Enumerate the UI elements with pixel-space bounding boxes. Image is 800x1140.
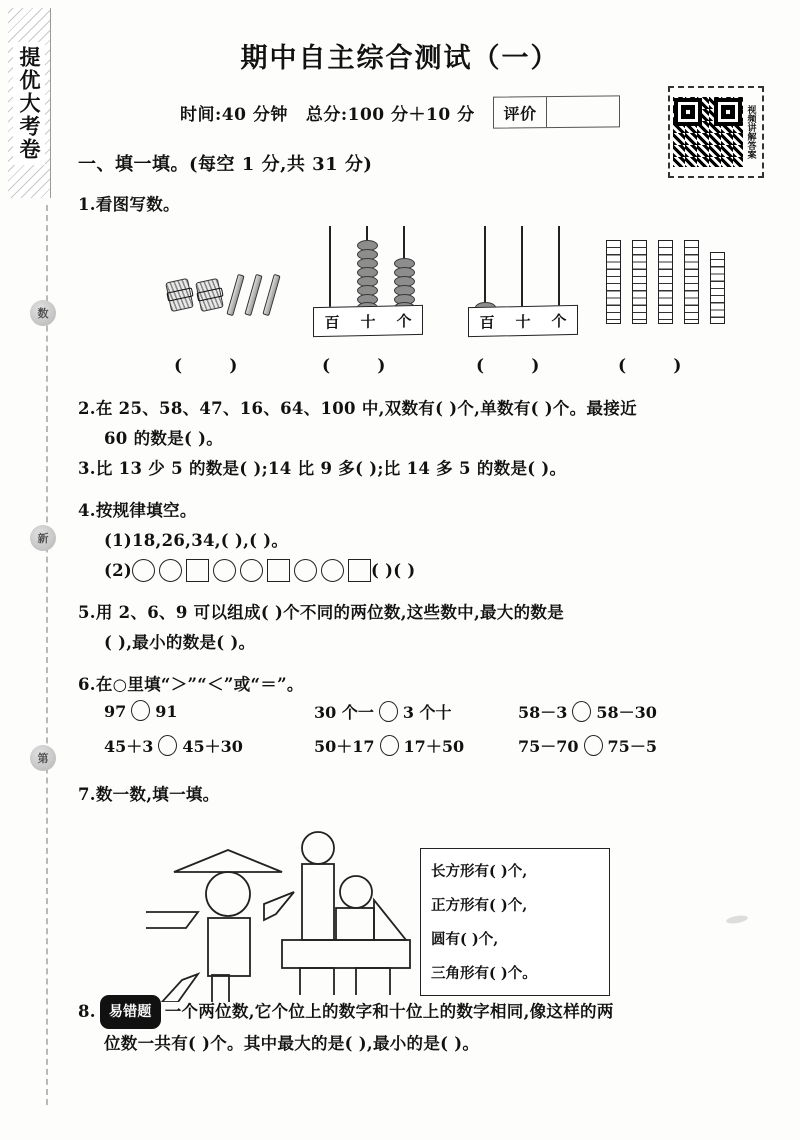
q2-line-1[interactable]: 在 25、58、47、16、64、100 中,双数有( )个,单数有( )个。最接近 bbox=[95, 399, 637, 418]
pattern-square-icon bbox=[348, 559, 371, 582]
figure-bundled-sticks bbox=[168, 274, 278, 324]
comparison-left: 58－3 bbox=[518, 703, 568, 722]
question-2 bbox=[78, 394, 768, 454]
comparison-item bbox=[314, 700, 452, 723]
label-hundreds: 百 bbox=[324, 313, 340, 332]
q1-number: 1. bbox=[78, 195, 96, 214]
q7-figures bbox=[78, 816, 768, 991]
question-1 bbox=[78, 190, 768, 220]
comparison-item bbox=[518, 700, 657, 723]
pattern-circle-icon bbox=[321, 559, 344, 582]
worksheet-content bbox=[78, 150, 768, 1059]
exam-total: 总分:100 分＋10 分 bbox=[305, 104, 475, 125]
q4-text: 按规律填空。 bbox=[95, 501, 197, 520]
comparison-operator-circle[interactable] bbox=[131, 700, 150, 721]
label-ones: 个 bbox=[551, 311, 567, 330]
q8-line-1[interactable]: 一个两位数,它个位上的数字和十位上的数字相同,像这样的两 bbox=[164, 1002, 614, 1021]
cut-line bbox=[46, 205, 48, 1105]
question-7 bbox=[78, 780, 768, 810]
q4-sub-2-blanks[interactable]: ( )( ) bbox=[371, 561, 416, 580]
q8-line-2[interactable]: 位数一共有( )个。其中最大的是( ),最小的是( )。 bbox=[104, 1034, 480, 1053]
q8-number: 8. bbox=[78, 1002, 96, 1021]
q1-blank-3[interactable]: ( ) bbox=[476, 356, 540, 376]
question-6 bbox=[78, 670, 768, 700]
comparison-left: 75－70 bbox=[518, 737, 579, 756]
pattern-circle-icon bbox=[159, 559, 182, 582]
comparison-row bbox=[78, 700, 768, 734]
count-row-circle[interactable]: 圆有( )个, bbox=[431, 931, 499, 948]
comparison-right: 17＋50 bbox=[403, 737, 465, 756]
comparison-row bbox=[78, 734, 768, 768]
pattern-square-icon bbox=[267, 559, 290, 582]
place-value-labels bbox=[313, 305, 423, 337]
side-tab-label: 提优大考卷 bbox=[13, 42, 45, 165]
label-tens: 十 bbox=[515, 312, 531, 331]
comparison-right: 91 bbox=[155, 702, 178, 721]
label-hundreds: 百 bbox=[479, 313, 495, 332]
label-tens: 十 bbox=[360, 312, 376, 331]
exam-meta bbox=[180, 96, 620, 128]
comparison-item bbox=[518, 734, 657, 757]
count-row-square[interactable]: 正方形有( )个, bbox=[431, 897, 528, 914]
comparison-right: 45＋30 bbox=[182, 737, 243, 756]
evaluation-label: 评价 bbox=[494, 97, 547, 128]
q7-text: 数一数,填一填。 bbox=[95, 785, 220, 804]
comparison-right: 3 个十 bbox=[402, 703, 452, 722]
label-ones: 个 bbox=[396, 311, 412, 330]
qr-caption: 视频讲解答案 bbox=[745, 105, 756, 159]
q3-text[interactable]: 比 13 少 5 的数是( );14 比 9 多( );比 14 多 5 的数是( )。 bbox=[95, 459, 567, 478]
comparison-left: 30 个一 bbox=[314, 703, 374, 722]
comparison-left: 97 bbox=[104, 702, 127, 721]
comparison-left: 45＋3 bbox=[104, 737, 154, 756]
q1-blank-2[interactable]: ( ) bbox=[322, 356, 386, 376]
section-1-heading: 一、填一填。(每空 1 分,共 31 分) bbox=[78, 154, 373, 175]
q5-number: 5. bbox=[78, 603, 96, 622]
question-3 bbox=[78, 454, 768, 484]
margin-stamp: 数 bbox=[30, 300, 56, 326]
margin-stamp: 第 bbox=[30, 745, 56, 771]
q2-line-2[interactable]: 60 的数是( )。 bbox=[104, 429, 224, 448]
q4-sub-1[interactable]: (1)18,26,34,( ),( )。 bbox=[104, 531, 289, 550]
q6-comparisons bbox=[78, 700, 768, 768]
exam-time: 时间:40 分钟 bbox=[180, 104, 288, 125]
q4-sub-2-prefix: (2) bbox=[104, 561, 132, 580]
pattern-circle-icon bbox=[294, 559, 317, 582]
q2-number: 2. bbox=[78, 399, 96, 418]
place-value-labels bbox=[468, 305, 578, 337]
question-4 bbox=[78, 496, 768, 586]
comparison-operator-circle[interactable] bbox=[158, 735, 177, 756]
comparison-item bbox=[314, 734, 464, 757]
comparison-operator-circle[interactable] bbox=[379, 701, 398, 722]
figure-abacus-hundreds bbox=[468, 226, 578, 336]
question-8 bbox=[78, 995, 768, 1059]
comparison-operator-circle[interactable] bbox=[572, 701, 591, 722]
comparison-operator-circle[interactable] bbox=[584, 735, 603, 756]
error-prone-badge: 易错题 bbox=[100, 995, 161, 1029]
q3-number: 3. bbox=[78, 459, 96, 478]
q5-line-1[interactable]: 用 2、6、9 可以组成( )个不同的两位数,这些数中,最大的数是 bbox=[95, 603, 565, 622]
evaluation-box bbox=[493, 95, 620, 128]
comparison-left: 50＋17 bbox=[314, 737, 375, 756]
q1-text: 看图写数。 bbox=[95, 195, 180, 214]
comparison-operator-circle[interactable] bbox=[380, 735, 399, 756]
pattern-circle-icon bbox=[213, 559, 236, 582]
shape-pattern bbox=[132, 559, 371, 582]
question-5 bbox=[78, 598, 768, 658]
page-title: 期中自主综合测试（一） bbox=[240, 43, 560, 74]
figure-ten-rods bbox=[606, 240, 736, 335]
pattern-square-icon bbox=[186, 559, 209, 582]
comparison-item bbox=[104, 734, 243, 757]
q1-blank-4[interactable]: ( ) bbox=[618, 356, 682, 376]
q1-figures bbox=[78, 226, 768, 356]
q7-number: 7. bbox=[78, 785, 96, 804]
q6-text: 在○里填“＞”“＜”或“＝”。 bbox=[95, 675, 304, 694]
q4-number: 4. bbox=[78, 501, 96, 520]
pattern-circle-icon bbox=[240, 559, 263, 582]
pattern-circle-icon bbox=[132, 559, 155, 582]
figure-abacus-tens-ones bbox=[313, 226, 423, 336]
q1-blank-1[interactable]: ( ) bbox=[174, 356, 238, 376]
comparison-right: 75－5 bbox=[607, 737, 657, 756]
q1-answer-blanks bbox=[78, 356, 768, 382]
comparison-item bbox=[104, 700, 178, 721]
q6-number: 6. bbox=[78, 675, 96, 694]
count-row-triangle[interactable]: 三角形有( )个。 bbox=[431, 965, 537, 982]
shape-count-box bbox=[420, 848, 610, 996]
q4-sub-2 bbox=[78, 556, 768, 586]
evaluation-blank[interactable] bbox=[547, 96, 619, 127]
q5-line-2[interactable]: ( ),最小的数是( )。 bbox=[104, 633, 256, 652]
margin-stamp: 新 bbox=[30, 525, 56, 551]
count-row-rectangle[interactable]: 长方形有( )个, bbox=[431, 863, 528, 880]
comparison-right: 58－30 bbox=[596, 703, 657, 722]
